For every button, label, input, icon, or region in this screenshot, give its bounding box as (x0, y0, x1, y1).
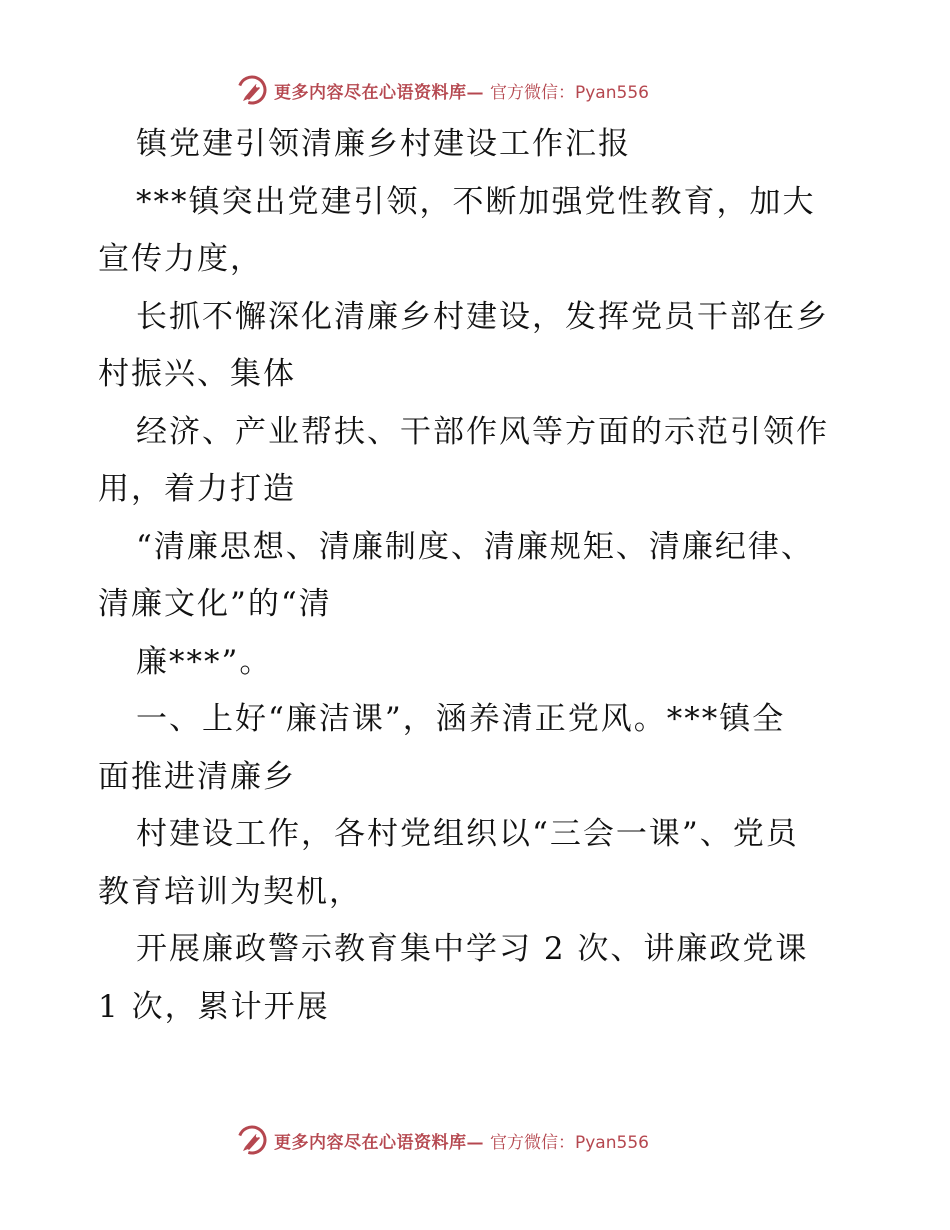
paragraph-line: 廉***”。 (136, 643, 273, 680)
paragraph-line: 一、上好“廉洁课”，涵养清正党风。***镇全 (136, 701, 786, 737)
paragraph-line: 面推进清廉乡 (98, 758, 296, 795)
watermark-text: 更多内容尽在心语资料库— (274, 82, 484, 103)
pen-nib-logo-icon (236, 1124, 268, 1156)
paragraph-4 (98, 519, 858, 634)
paragraph-3 (98, 404, 858, 519)
paragraph-line: 长抓不懈深化清廉乡村建设，发挥党员干部在乡 (136, 298, 829, 335)
paragraph-line: “清廉思想、清廉制度、清廉规矩、清廉纪律、 (136, 528, 814, 565)
watermark-wechat: 官方微信：Pyan556 (490, 82, 649, 103)
watermark-header (236, 72, 649, 108)
paragraph-2 (98, 289, 858, 404)
paragraph-1 (98, 174, 858, 289)
paragraph-line: 教育培训为契机， (98, 873, 362, 910)
watermark-text: 更多内容尽在心语资料库— (274, 1132, 484, 1153)
paragraph-line: 村振兴、集体 (98, 356, 296, 392)
paragraph-line: 清廉文化”的“清 (98, 586, 332, 622)
document-body (98, 116, 858, 1036)
paragraph-line: 开展廉政警示教育集中学习 2 次、讲廉政党课 (136, 931, 809, 967)
title-text: 镇党建引领清廉乡村建设工作汇报 (136, 126, 631, 162)
paragraph-line: 经济、产业帮扶、干部作风等方面的示范引领作 (136, 413, 829, 450)
paragraph-6 (98, 691, 858, 806)
watermark-footer (236, 1122, 649, 1158)
paragraph-7 (98, 806, 858, 921)
paragraph-5 (98, 634, 858, 692)
watermark-wechat: 官方微信：Pyan556 (490, 1132, 649, 1153)
pen-nib-logo-icon (236, 74, 268, 106)
paragraph-line: 宣传力度， (98, 241, 263, 277)
paragraph-line: 村建设工作，各村党组织以“三会一课”、党员 (136, 816, 799, 852)
paragraph-8 (98, 921, 858, 1036)
paragraph-line: ***镇突出党建引领，不断加强党性教育，加大 (136, 183, 816, 220)
document-title (98, 116, 858, 174)
paragraph-line: 用，着力打造 (98, 471, 296, 507)
paragraph-line: 1 次，累计开展 (98, 988, 330, 1025)
